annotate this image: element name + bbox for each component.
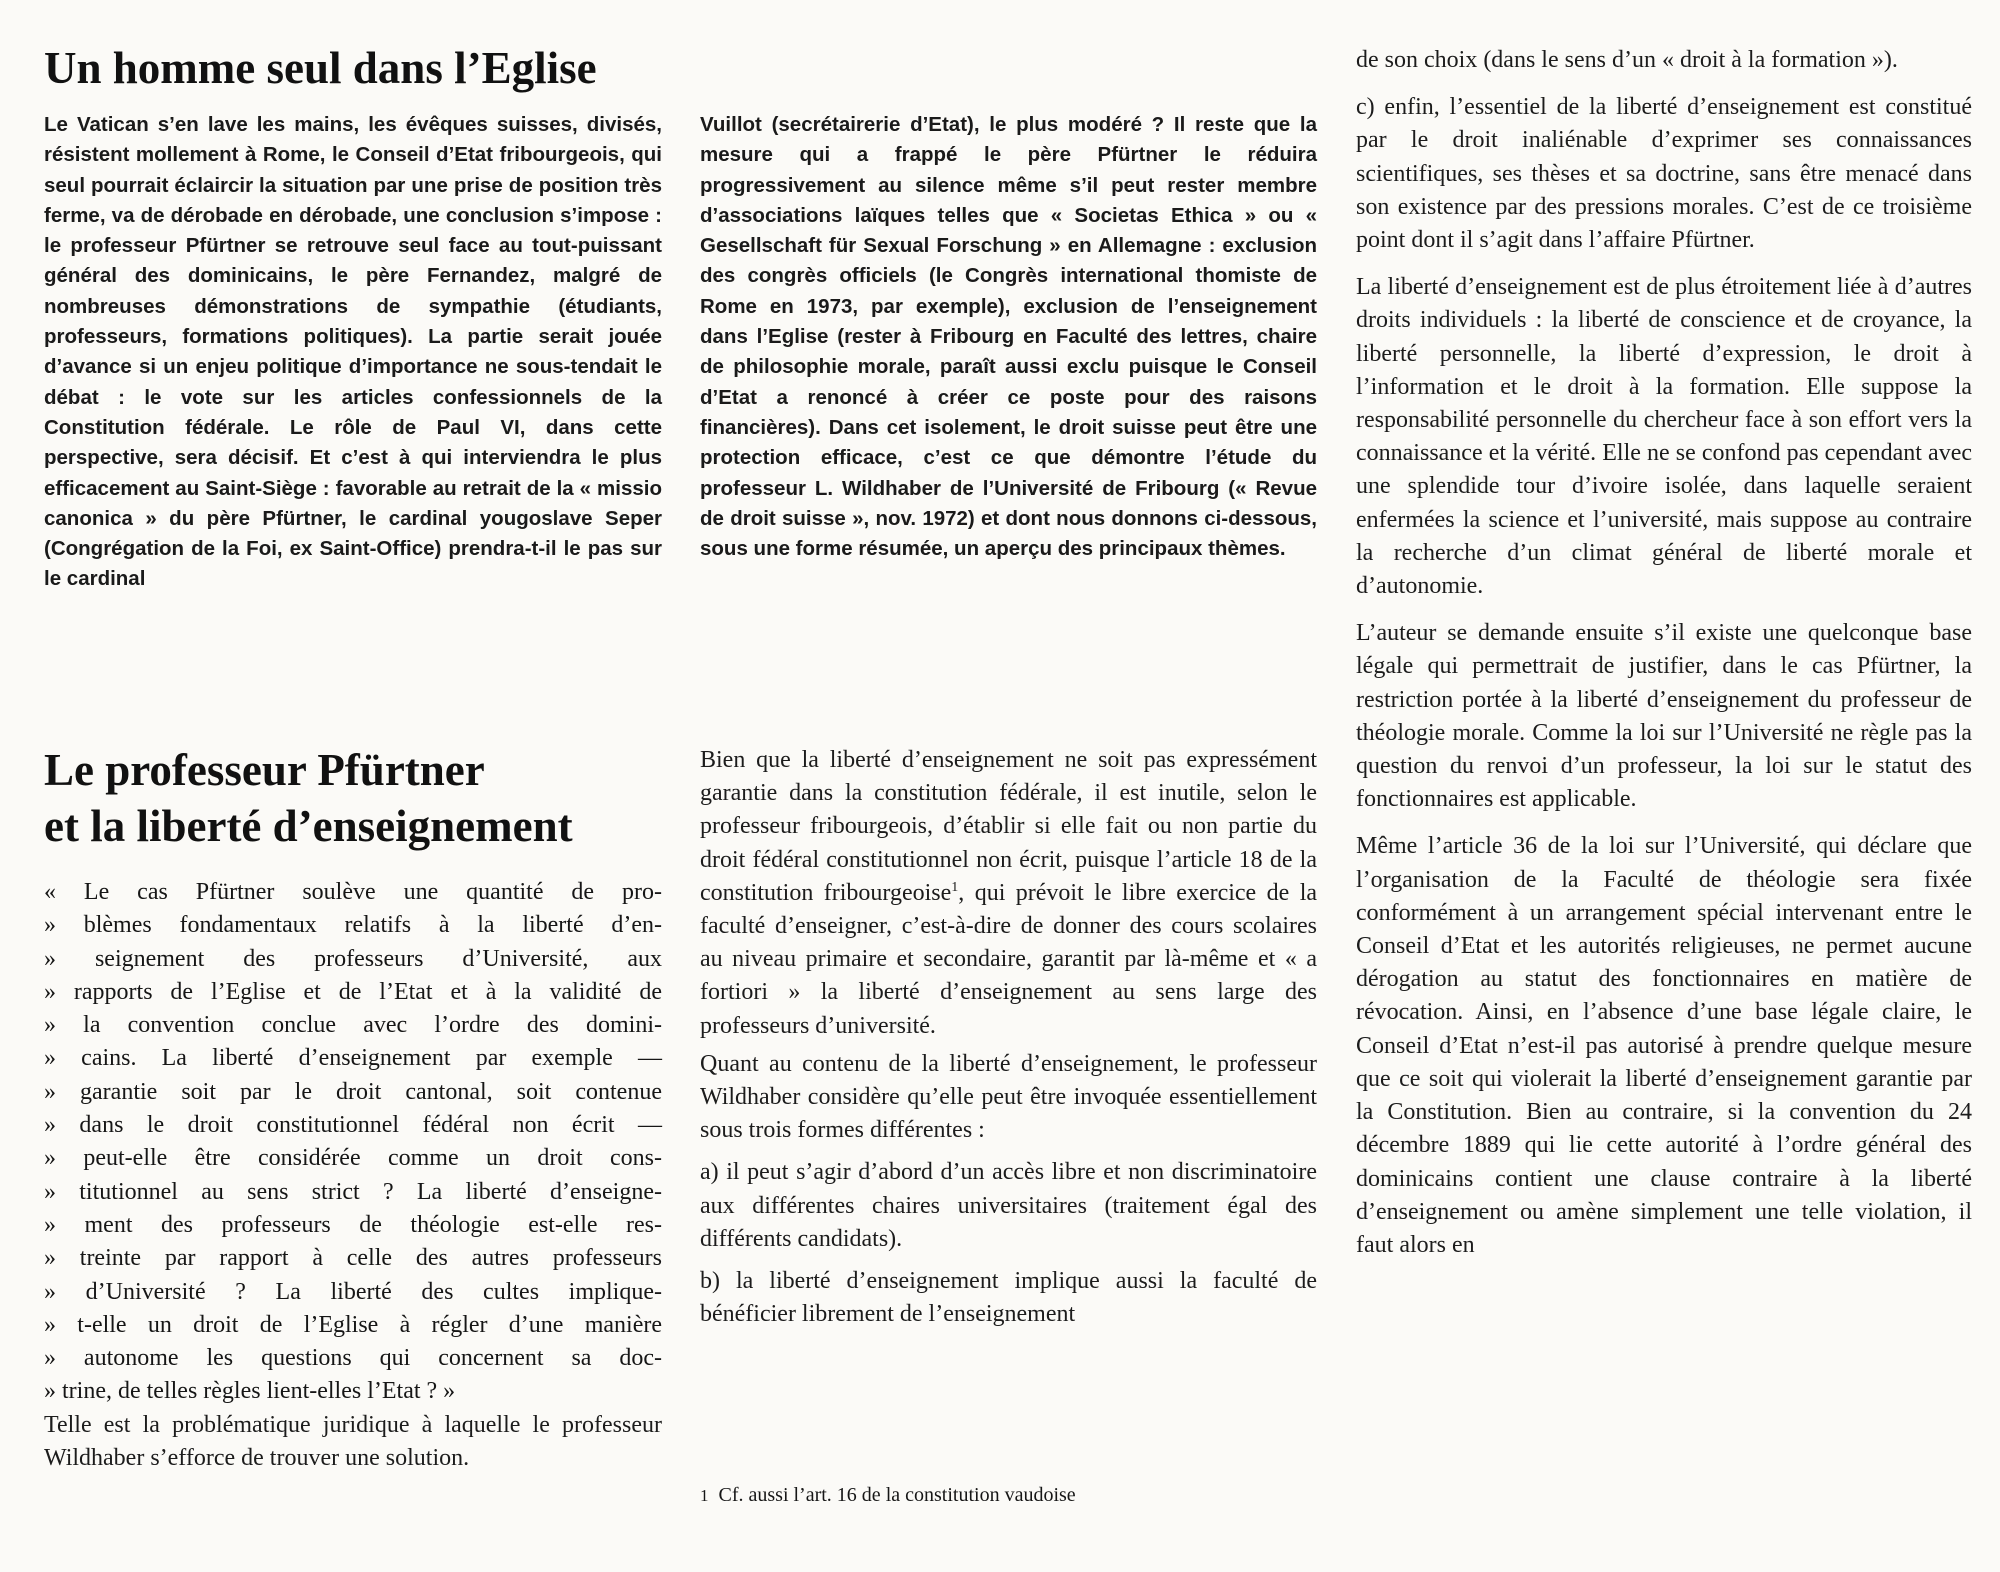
quote-line: » dans le droit constitutionnel fédéral non écrit — [44,1112,662,1139]
body-paragraph: b) la liberté d’enseignement implique aussi la faculté de bénéficier librement de l’enseignement [700,1268,1317,1328]
footnote-number: 1 [700,1486,709,1505]
quote-line: » cains. La liberté d’enseignement par exemple — [44,1045,662,1072]
quotation-block [44,876,662,1409]
body-paragraph: Telle est la problématique juridique à laquelle le professeur Wildhaber s’efforce de trouver une solution. [44,1412,662,1472]
intro-paragraph-part2: Vuillot (secrétairerie d’Etat), le plus modéré ? Il reste que la mesure qui a frappé le père Pfürtner le réduira progressivement au silence même s’il peut rester membre d’associations laïques telles que « Societas Ethica » ou « Gesellschaft für Sexual Forschung » en Allemagne : exclusion des congrès officiels (le Congrès international thomiste de Rome en 1973, par exemple), exclusion de l’enseignement dans l’Eglise (rester à Fribourg en Faculté des lettres, chaire de philosophie morale, paraît aussi exclu puisque le Conseil d’Etat a renoncé à créer ce poste pour des raisons financières). Dans cet isolement, le droit suisse peut être une protection efficace, c’est ce que démontre l’étude du professeur L. Wildhaber de l’Université de Fribourg (« Revue de droit suisse », nov. 1972) et dont nous donnons ci-dessous, sous une forme résumée, un aperçu des principaux thèmes. [700,113,1317,561]
body-paragraph: Bien que la liberté d’enseignement ne soit pas expressément garantie dans la constitution fédérale, il est inutile, selon le professeur fribourgeois, d’établir si elle fait ou non partie du droit fédéral constitutionnel non écrit, puisque l’article 18 de la constitution fribourgeoise$^1$, qui prévoit le libre exercice de la faculté d’enseigner, c’est-à-dire de donner des cours scolaires au niveau primaire et secondaire, garantit par là-même et « a fortiori » la liberté d’enseignement au sens large des professeurs d’université. [700,747,1318,1039]
quote-line: » ment des professeurs de théologie est-elle res- [44,1211,662,1238]
quote-line: » garantie soit par le droit cantonal, soit contenue [44,1078,662,1105]
article-title: Un homme seul dans l’Eglise [44,43,597,93]
article-title-line2: et la liberté d’enseignement [44,801,573,851]
quote-line: » titutionnel au sens strict ? La liberté d’enseigne- [44,1178,662,1205]
intro-paragraph-part1: Le Vatican s’en lave les mains, les évêques suisses, divisés, résistent mollement à Rome, le Conseil d’Etat fribourgeois, qui seul pourrait éclaircir la situation par une prise de position très ferme, va de dérobade en dérobade, une conclusion s’impose : le professeur Pfürtner se retrouve seul face au tout-puissant général des dominicains, le père Fernandez, malgré de nombreuses démonstrations de sympathie (étudiants, professeurs, formations politiques). La partie serait jouée d’avance si un enjeu politique d’importance ne sous-tendait le débat : le vote sur les articles confessionnels de la Constitution fédérale. Le rôle de Paul VI, dans cette perspective, sera décisif. Et c’est à qui interviendra le plus efficacement au Saint-Siège : favorable au retrait de la « missio canonica » du père Pfürtner, le cardinal yougoslave Seper (Congrégation de la Foi, ex Saint-Office) prendra-t-il le pas sur le cardinal [44,113,662,591]
article-title-line1: Le professeur Pfürtner [44,745,485,795]
column-2 [700,0,1318,1506]
quote-line: » rapports de l’Eglise et de l’Etat et à la validité de [44,978,662,1005]
footnote [700,1481,1317,1510]
body-paragraph: Même l’article 36 de la loi sur l’Université, qui déclare que l’organisation de la Faculté de théologie sera fixée conformément à un arrangement spécial intervenant entre le Conseil d’Etat et les autorités religieuses, ne permet aucune dérogation au statut des fonctionnaires en matière de révocation. Ainsi, en l’absence d’une base légale claire, le Conseil d’Etat n’est-il pas autorisé à prendre quelque mesure que ce soit qui violerait la liberté d’enseignement garantie par la Constitution. Bien au contraire, si la convention du 24 décembre 1889 qui lie cette autorité à l’ordre général des dominicains contient une clause contraire à la liberté d’enseignement ou amène simplement une telle violation, il faut alors en [1356,833,1972,1258]
quote-line: » t-elle un droit de l’Eglise à régler d’une manière [44,1311,662,1338]
quote-line: « Le cas Pfürtner soulève une quantité de pro- [44,879,662,905]
body-paragraph: c) enfin, l’essentiel de la liberté d’enseignement est constitué par le droit inaliénable d’exprimer ses connaissances scientifiques, ses thèses et sa doctrine, sans être menacé dans son existence par des pressions morales. C’est de ce troisième point dont il s’agit dans l’affaire Pfürtner. [1356,94,1972,254]
body-paragraph: L’auteur se demande ensuite s’il existe une quelconque base légale qui permettrait de justifier, dans le cas Pfürtner, la restriction portée à la liberté d’enseignement du professeur de théologie morale. Comme la loi sur l’Université ne règle pas la question du renvoi d’un professeur, la loi sur le statut des fonctionnaires est applicable. [1356,620,1972,813]
quote-line: » treinte par rapport à celle des autres professeurs [44,1245,662,1272]
body-paragraph: Quant au contenu de la liberté d’enseignement, le professeur Wildhaber considère qu’elle peut être invoquée essentiellement sous trois formes différentes : [700,1050,1317,1144]
column-3 [1356,0,1972,1262]
quote-line: » la convention conclue avec l’ordre des domini- [44,1012,662,1039]
quote-line: » seignement des professeurs d’Université, aux [44,945,662,972]
quote-line: » peut-elle être considérée comme un droit cons- [44,1145,662,1172]
column-1 [44,0,662,1472]
quote-line: » blèmes fondamentaux relatifs à la liberté d’en- [44,912,662,939]
quote-line: » autonome les questions qui concernent sa doc- [44,1345,662,1372]
quote-line: » d’Université ? La liberté des cultes implique- [44,1278,662,1305]
quote-line: » trine, de telles règles lient-elles l’Etat ? » [44,1378,456,1405]
body-paragraph: de son choix (dans le sens d’un « droit à la formation »). [1356,47,1898,73]
body-paragraph: La liberté d’enseignement est de plus étroitement liée à d’autres droits individuels : la liberté de conscience et de croyance, la liberté personnelle, la liberté d’expression, le droit à l’information et le droit à la formation. Elle suppose la responsabilité personnelle du chercheur face à son effort vers la connaissance et la vérité. Elle ne se confond pas cependant avec une splendide tour d’ivoire isolée, dans laquelle seraient enfermées la science et l’université, mais suppose au contraire la recherche d’un climat général de liberté morale et d’autonomie. [1356,274,1972,600]
body-paragraph: a) il peut s’agir d’abord d’un accès libre et non discriminatoire aux différentes chaires universitaires (traitement égal des différents candidats). [700,1159,1317,1252]
footnote-text: Cf. aussi l’art. 16 de la constitution vaudoise [718,1484,1076,1506]
footnote-mark: 1 [951,879,959,895]
body-text-col2 [700,744,1317,1331]
